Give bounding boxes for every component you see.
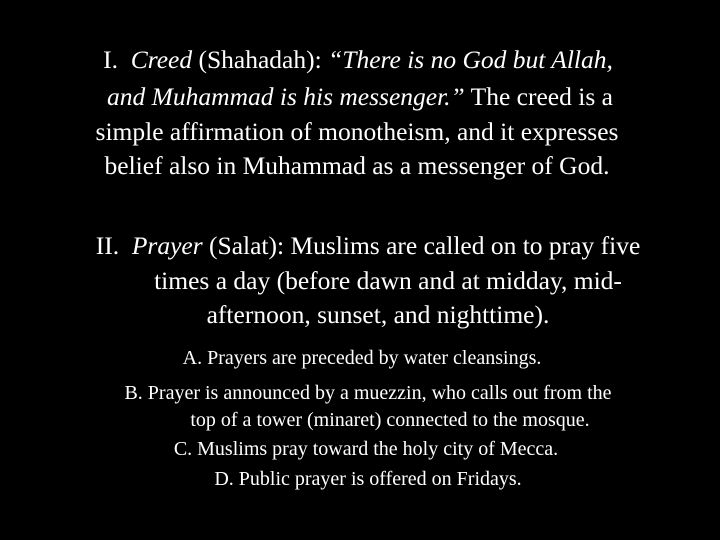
prayer-subpoint-b: B. Prayer is announced by a muezzin, who calls out from the [124, 382, 612, 404]
creed-line-2-rest: The creed is a [464, 82, 613, 111]
prayer-line-3: afternoon, sunset, and nighttime). [206, 300, 550, 329]
creed-line-2 [0, 84, 720, 110]
prayer-subpoint-d: D. Public prayer is offered on Fridays. [214, 468, 522, 490]
creed-line-1 [0, 47, 718, 73]
creed-term: Creed [130, 45, 193, 74]
creed-parenthetical: (Shahadah): [192, 45, 329, 74]
creed-quote-start: “There is no God but Allah, [328, 45, 613, 74]
prayer-subpoint-c: C. Muslims pray toward the holy city of Mecca. [173, 438, 559, 460]
prayer-subpoint-a: A. Prayers are preceded by water cleansings. [182, 347, 542, 369]
prayer-line-1-rest: (Salat): Muslims are called on to pray five [202, 231, 641, 260]
creed-number: I. [103, 45, 118, 74]
prayer-subpoint-b-continued: top of a tower (minaret) connected to the mosque. [190, 409, 590, 431]
creed-line-3: simple affirmation of monotheism, and it expresses [95, 117, 619, 146]
creed-quote-end: and Muhammad is his messenger.” [107, 82, 465, 111]
prayer-number: II. [95, 231, 120, 260]
prayer-line-2: times a day (before dawn and at midday, mid- [154, 266, 622, 295]
creed-line-4: belief also in Muhammad as a messenger of God. [104, 151, 610, 180]
prayer-term: Prayer [131, 231, 203, 260]
prayer-line-1 [8, 233, 720, 259]
